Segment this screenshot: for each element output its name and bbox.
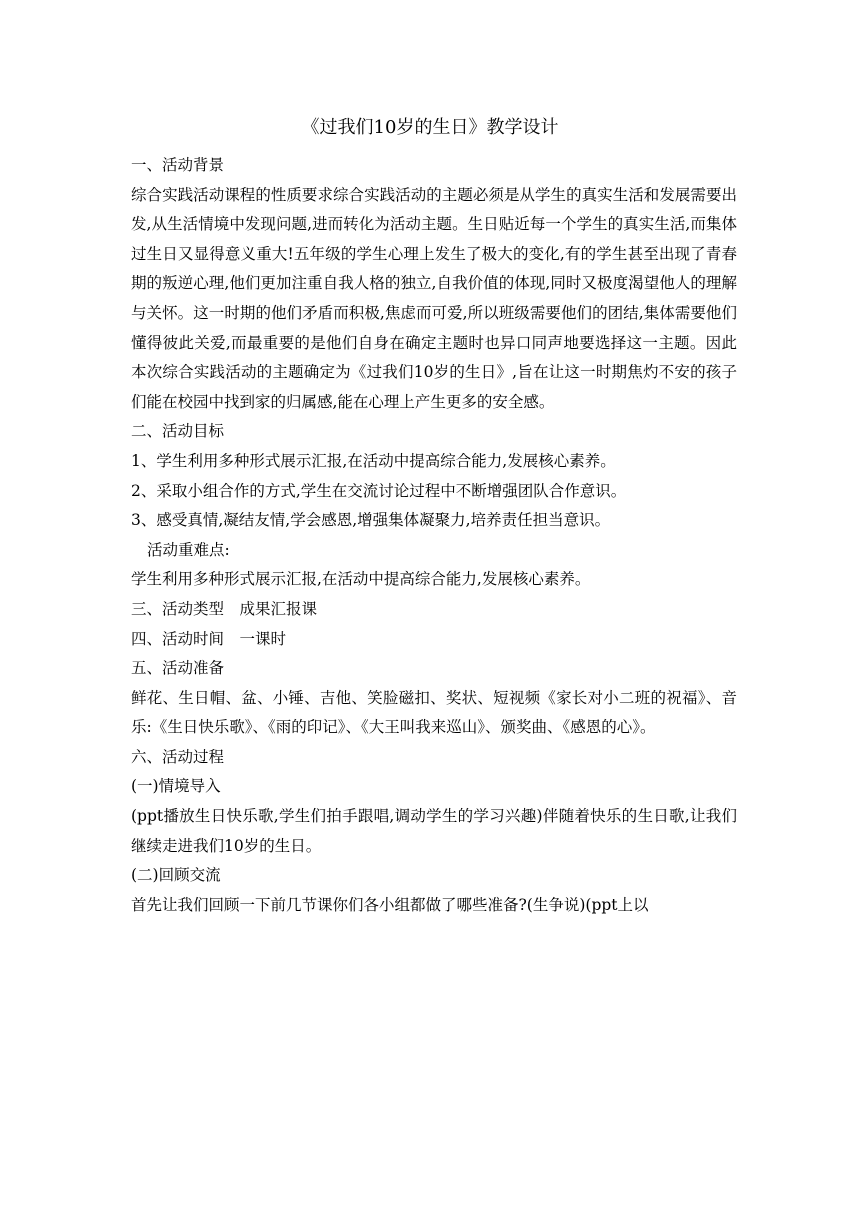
key-points-heading: 活动重难点: [147, 540, 230, 559]
section-heading-goals: 二、活动目标 [131, 422, 225, 441]
intro-paragraph: (ppt播放生日快乐歌,学生们拍手跟唱,调动学生的学习兴趣)伴随着快乐的生日歌,让我们继续走进我们10岁的生日。 [131, 807, 737, 855]
background-paragraph: 综合实践活动课程的性质要求综合实践活动的主题必须是从学生的真实生活和发展需要出发,从生活情境中发现问题,进而转化为活动主题。生日贴近每一个学生的真实生活,而集体过生日又显得意义重大!五年级的学生心理上发生了极大的变化,有的学生甚至出现了青春期的叛逆心理,他们更加注重自我人格的独立,自我价值的体现,同时又极度渴望他人的理解与关怀。这一时期的他们矛盾而积极,焦虑而可爱,所以班级需要他们的团结,集体需要他们懂得彼此关爱,而最重要的是他们自身在确定主题时也异口同声地要选择这一主题。因此本次综合实践活动的主题确定为《过我们10岁的生日》,旨在让这一时期焦灼不安的孩子们能在校园中找到家的归属感,能在心理上产生更多的安全感。 [131, 185, 737, 411]
subsection-heading-review: (二)回顾交流 [131, 866, 221, 885]
section-activity-time: 四、活动时间 一课时 [131, 629, 287, 648]
preparation-paragraph: 鲜花、生日帽、盆、小锤、吉他、笑脸磁扣、奖状、短视频《家长对小二班的祝福》、音乐:《生日快乐歌》、《雨的印记》、《大王叫我来巡山》、颁奖曲、《感恩的心》。 [131, 688, 737, 737]
goal-item-3: 3、感受真情,凝结友情,学会感恩,增强集体凝聚力,培养责任担当意识。 [131, 511, 611, 530]
section-heading-preparation: 五、活动准备 [131, 659, 225, 678]
review-paragraph: 首先让我们回顾一下前几节课你们各小组都做了哪些准备?(生争说)(ppt上以 [131, 895, 649, 914]
document-title: 《过我们10岁的生日》教学设计 [301, 117, 559, 138]
document-body [131, 151, 737, 920]
section-heading-process: 六、活动过程 [131, 747, 225, 766]
subsection-heading-intro: (一)情境导入 [131, 777, 221, 796]
section-heading-background: 一、活动背景 [131, 156, 225, 174]
goal-item-1: 1、学生利用多种形式展示汇报,在活动中提高综合能力,发展核心素养。 [131, 451, 616, 470]
section-activity-type: 三、活动类型 成果汇报课 [131, 599, 318, 618]
key-points-body: 学生利用多种形式展示汇报,在活动中提高综合能力,发展核心素养。 [131, 570, 591, 589]
goal-item-2: 2、采取小组合作的方式,学生在交流讨论过程中不断增强团队合作意识。 [131, 481, 627, 500]
